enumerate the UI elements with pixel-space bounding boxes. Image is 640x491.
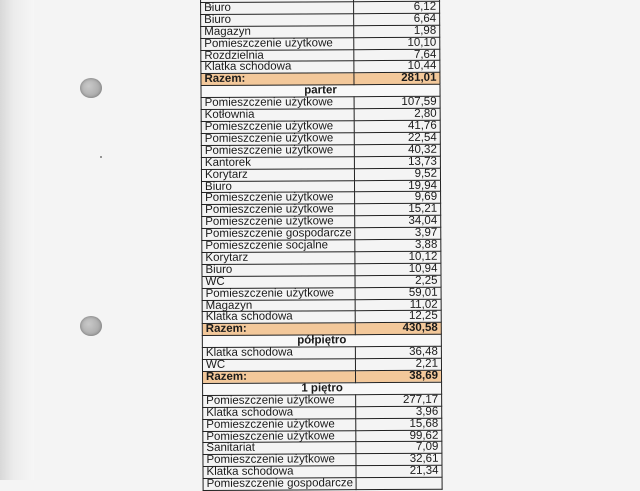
binder-edge	[0, 0, 34, 480]
area-value: 2,21	[356, 358, 442, 370]
area-value: 3,97	[355, 227, 441, 239]
room-label: Razem:	[201, 73, 354, 86]
room-label: Pomieszczenie użytkowe	[201, 37, 354, 50]
table-row	[201, 96, 440, 109]
room-label: Biuro	[202, 264, 355, 277]
area-value: 10,12	[355, 251, 441, 263]
room-label: Pomieszczenie użytkowe	[203, 395, 356, 408]
area-value: 21,34	[356, 465, 442, 477]
room-label: Biuro	[201, 2, 354, 15]
area-value: 12,25	[356, 311, 442, 323]
area-value: 13,73	[355, 156, 441, 168]
area-value: 3,96	[356, 406, 442, 418]
room-label: Pomieszczenie użytkowe	[203, 430, 356, 443]
area-value: 40,32	[355, 144, 441, 156]
area-value: 1,98	[354, 25, 440, 37]
area-value: 10,10	[354, 37, 440, 49]
room-label: Magazyn	[201, 25, 354, 38]
table-row	[203, 477, 442, 490]
room-label: Korytarz	[201, 168, 354, 181]
floor-heading: parter	[201, 84, 440, 97]
area-value: 15,68	[356, 418, 442, 430]
area-value: 7,64	[354, 49, 440, 61]
room-label: Klatka schodowa	[203, 466, 356, 479]
room-label: Biuro	[202, 180, 355, 193]
room-label: Pomieszczenie gospodarcze	[203, 478, 356, 491]
room-label: Pomieszczenie użytkowe	[201, 97, 354, 110]
room-label: Rozdzielnia	[201, 49, 354, 62]
area-value: 7,09	[356, 442, 442, 454]
area-value: 281,01	[354, 73, 440, 85]
room-label: Pomieszczenie użytkowe	[201, 121, 354, 134]
area-value: 32,61	[356, 454, 442, 466]
area-value: 430,58	[356, 323, 442, 335]
scan-speck	[100, 156, 102, 158]
room-label: Kantorek	[201, 156, 354, 169]
room-area-table-body	[201, 0, 443, 491]
area-value: 34,04	[355, 215, 441, 227]
area-value: 38,69	[356, 370, 442, 382]
room-label: Pomieszczenie użytkowe	[201, 144, 354, 157]
room-label: Biuro	[201, 14, 354, 27]
room-label: Korytarz	[202, 252, 355, 265]
area-value: 41,76	[355, 120, 441, 132]
room-label: Pomieszczenie użytkowe	[203, 418, 356, 431]
area-value: 19,94	[355, 180, 441, 192]
room-label: Razem:	[202, 371, 355, 384]
area-value: 9,52	[355, 168, 441, 180]
room-label: Pomieszczenie użytkowe	[202, 287, 355, 300]
room-label: Pomieszczenie socjalne	[202, 240, 355, 253]
room-label: Pomieszczenie użytkowe	[202, 204, 355, 217]
area-value: 9,69	[355, 192, 441, 204]
area-value: 2,80	[355, 108, 441, 120]
punch-hole-bottom	[80, 316, 102, 336]
room-label: WC	[202, 275, 355, 288]
table-row	[203, 394, 442, 407]
room-label: Kotłownia	[201, 109, 354, 122]
area-value: 99,62	[356, 430, 442, 442]
room-label: Pomieszczenie użytkowe	[202, 216, 355, 229]
area-value: 107,59	[354, 96, 440, 108]
area-value: 2,25	[355, 275, 441, 287]
floor-heading: półpiętro	[202, 335, 441, 348]
room-label: WC	[202, 359, 355, 372]
floor-heading: 1 piętro	[203, 382, 442, 395]
room-label: Klatka schodowa	[202, 347, 355, 360]
area-value: 11,02	[356, 299, 442, 311]
area-value: 36,48	[356, 346, 442, 358]
room-label: Klatka schodowa	[203, 406, 356, 419]
area-value: 3,88	[355, 239, 441, 251]
area-value: 59,01	[355, 287, 441, 299]
room-area-table	[200, 0, 443, 491]
area-table-sheet	[200, 0, 443, 490]
area-value: 277,17	[356, 394, 442, 406]
area-value: 10,94	[355, 263, 441, 275]
room-label: Pomieszczenie użytkowe	[202, 192, 355, 205]
punch-hole-top	[80, 78, 102, 98]
area-value: 6,12	[354, 1, 440, 13]
room-label: Sanitariat	[203, 442, 356, 455]
room-label: Pomieszczenie użytkowe	[203, 454, 356, 467]
area-value: 15,21	[355, 204, 441, 216]
area-value: 10,44	[354, 61, 440, 73]
area-value: 22,54	[355, 132, 441, 144]
room-label: Razem:	[202, 323, 355, 336]
room-label: Pomieszczenie gospodarcze	[202, 228, 355, 241]
room-label: Klatka schodowa	[201, 61, 354, 74]
area-value	[356, 477, 442, 489]
room-label: Klatka schodowa	[202, 311, 355, 324]
room-label: Pomieszczenie użytkowe	[201, 133, 354, 146]
room-label: Magazyn	[202, 299, 355, 312]
area-value: 6,64	[354, 13, 440, 25]
